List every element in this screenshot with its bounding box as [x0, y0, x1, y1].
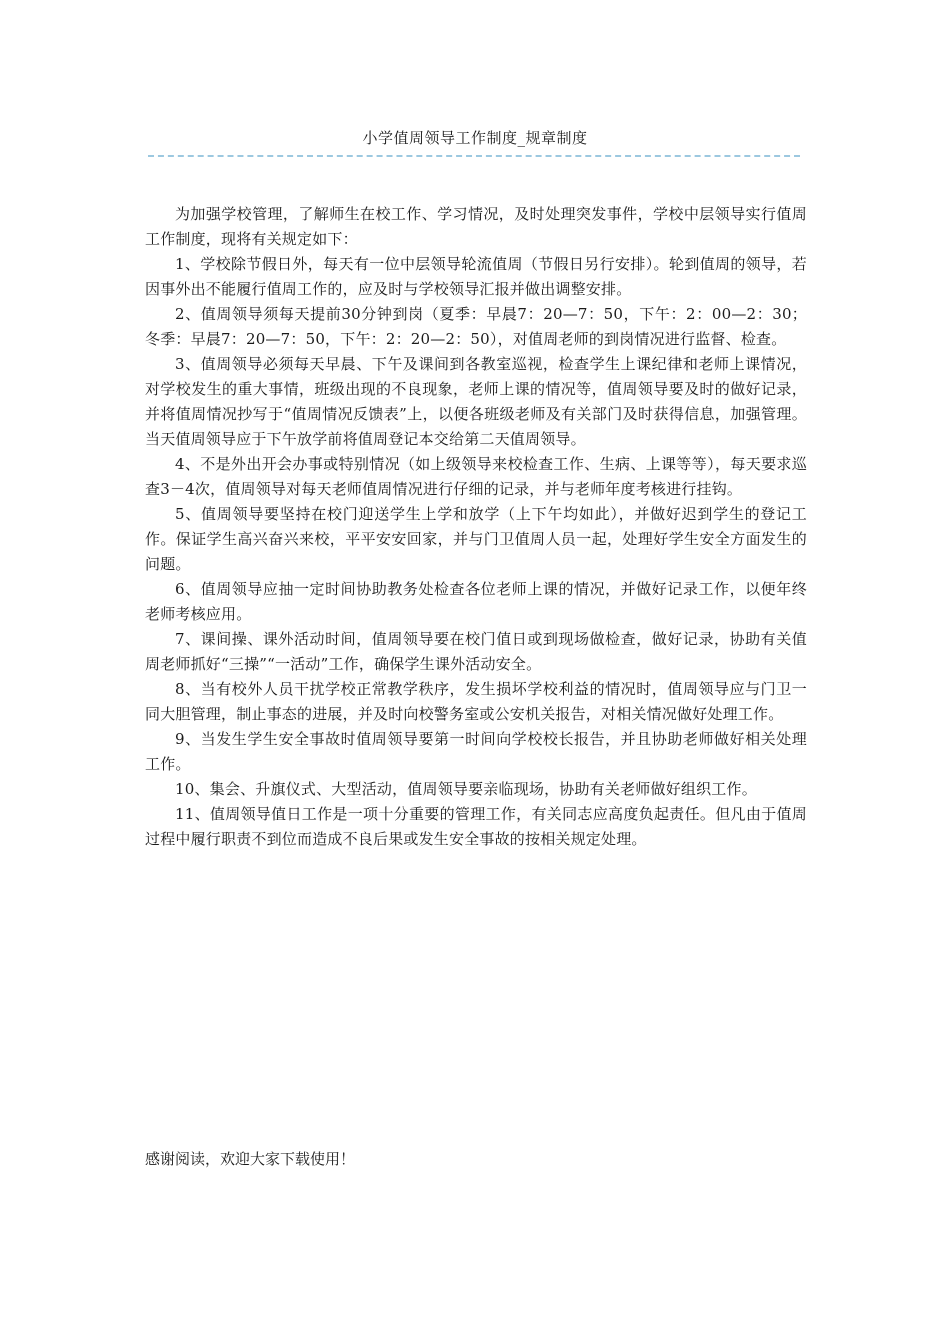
- paragraph-rule-2: 2、值周领导须每天提前30分钟到岗（夏季：早晨7：20—7：50，下午：2：00—2：30；冬季：早晨7：20—7：50，下午：2：20—2：50），对值周老师的到岗情况进行监督、检查。: [145, 305, 807, 348]
- document-body: [145, 202, 807, 852]
- paragraph-rule-11: 11、值周领导值日工作是一项十分重要的管理工作，有关同志应高度负起责任。但凡由于值周过程中履行职责不到位而造成不良后果或发生安全事故的按相关规定处理。: [145, 805, 807, 848]
- document-title: 小学值周领导工作制度_规章制度: [362, 129, 588, 147]
- paragraph-rule-9: 9、当发生学生安全事故时值周领导要第一时间向学校校长报告，并且协助老师做好相关处理工作。: [145, 730, 807, 773]
- closing-note: 感谢阅读，欢迎大家下载使用！: [145, 1150, 356, 1168]
- paragraph-rule-7: 7、课间操、课外活动时间，值周领导要在校门值日或到现场做检查，做好记录，协助有关值周老师抓好“三操”“一活动”工作，确保学生课外活动安全。: [145, 630, 807, 673]
- paragraph-intro: 为加强学校管理，了解师生在校工作、学习情况，及时处理突发事件，学校中层领导实行值周工作制度，现将有关规定如下：: [145, 205, 807, 248]
- paragraph-rule-8: 8、当有校外人员干扰学校正常教学秩序，发生损坏学校利益的情况时，值周领导应与门卫一同大胆管理，制止事态的进展，并及时向校警务室或公安机关报告，对相关情况做好处理工作。: [145, 680, 807, 723]
- title-divider: [148, 155, 800, 157]
- paragraph-rule-10: 10、集会、升旗仪式、大型活动，值周领导要亲临现场，协助有关老师做好组织工作。: [175, 780, 757, 798]
- paragraph-rule-6: 6、值周领导应抽一定时间协助教务处检查各位老师上课的情况，并做好记录工作，以便年终老师考核应用。: [145, 580, 807, 623]
- paragraph-rule-4: 4、不是外出开会办事或特别情况（如上级领导来校检查工作、生病、上课等等），每天要求巡查3－4次，值周领导对每天老师值周情况进行仔细的记录，并与老师年度考核进行挂钩。: [145, 455, 807, 498]
- paragraph-rule-5: 5、值周领导要坚持在校门迎送学生上学和放学（上下午均如此），并做好迟到学生的登记工作。保证学生高兴奋兴来校，平平安安回家，并与门卫值周人员一起，处理好学生安全方面发生的问题。: [145, 505, 807, 573]
- paragraph-rule-1: 1、学校除节假日外，每天有一位中层领导轮流值周（节假日另行安排）。轮到值周的领导，若因事外出不能履行值周工作的，应及时与学校领导汇报并做出调整安排。: [145, 255, 807, 298]
- paragraph-rule-3: 3、值周领导必须每天早晨、下午及课间到各教室巡视，检查学生上课纪律和老师上课情况，对学校发生的重大事情，班级出现的不良现象，老师上课的情况等，值周领导要及时的做好记录，并将值周情况抄写于“值周情况反馈表”上，以便各班级老师及有关部门及时获得信息，加强管理。当天值周领导应于下午放学前将值周登记本交给第二天值周领导。: [145, 355, 807, 448]
